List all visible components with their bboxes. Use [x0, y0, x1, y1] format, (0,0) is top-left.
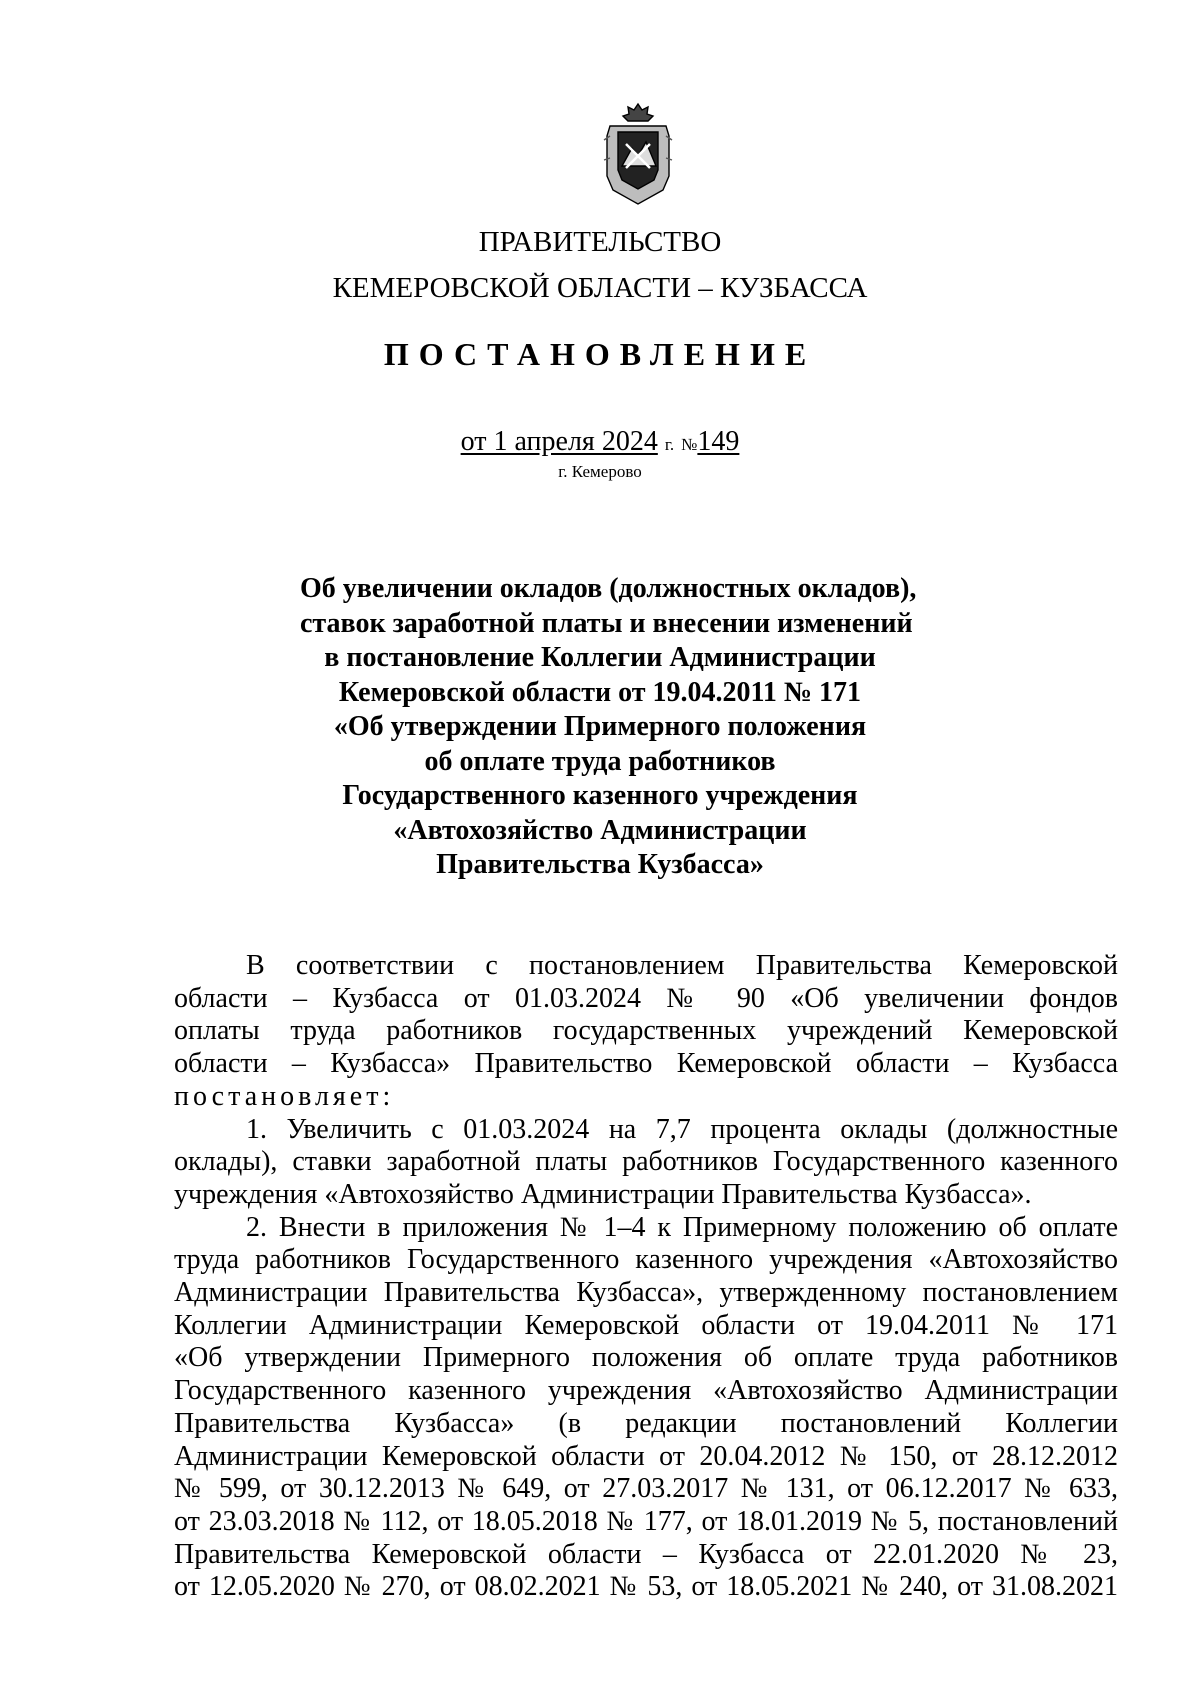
title-line: Государственного казенного учреждения [342, 780, 858, 811]
item2-line: Администрации Кемеровской области от 20.04.2012 № 150, от 28.12.2012 [174, 1440, 1118, 1472]
title-line: «Об утверждении Примерного положения [333, 711, 867, 742]
item2-line: 2. Внести в приложения № 1–4 к Примерному положению об оплате [246, 1211, 1118, 1243]
title-line: ставок заработной платы и внесении изменений [300, 607, 913, 639]
item2-line: труда работников Государственного казенного учреждения «Автохозяйство [174, 1244, 1118, 1276]
item2-line: Администрации Правительства Кузбасса», утвержденному постановлением [174, 1277, 1118, 1309]
city: г. Кемерово [558, 462, 642, 481]
item1-line: 1. Увеличить с 01.03.2024 на 7,7 процента оклады (должностные [246, 1113, 1118, 1145]
preamble-line: области – Кузбасса» Правительство Кемеровской области – Кузбасса [174, 1048, 1118, 1080]
item1-line: учреждения «Автохозяйство Администрации Правительства Кузбасса». [174, 1178, 1032, 1210]
item2-line: «Об утверждении Примерного положения об оплате труда работников [174, 1342, 1118, 1374]
title-line: в постановление Коллегии Администрации [324, 642, 876, 673]
title-line: Кемеровской области от 19.04.2011 № 171 [338, 676, 862, 708]
item2-line: Правительства Кемеровской области – Кузбасса от 22.01.2020 № 23, [174, 1538, 1118, 1570]
preamble-line: В соответствии с постановлением Правительства Кемеровской [246, 950, 1118, 981]
item2-line: № 599, от 30.12.2013 № 649, от 27.03.2017 № 131, от 06.12.2017 № 633, [174, 1473, 1118, 1505]
document-title [300, 572, 917, 883]
title-line: Правительства Кузбасса» [436, 849, 764, 880]
item2-line: Государственного казенного учреждения «Автохозяйство Администрации [174, 1375, 1118, 1407]
title-line: об оплате труда работников [424, 745, 776, 777]
item2-line: от 12.05.2020 № 270, от 08.02.2021 № 53, от 18.05.2021 № 240, от 31.08.2021 [174, 1571, 1118, 1603]
document-date: от 1 апреля 2024 [460, 426, 658, 457]
year-suffix: г. [664, 435, 675, 454]
number-sign: № [681, 435, 698, 454]
item2-line: Правительства Кузбасса» (в редакции постановлений Коллегии [174, 1407, 1118, 1439]
item2-line: Коллегии Администрации Кемеровской области от 19.04.2011 № 171 [174, 1309, 1118, 1341]
document-type: ПОСТАНОВЛЕНИЕ [383, 336, 817, 372]
coat-of-arms-icon [600, 100, 676, 208]
document-number: 149 [697, 426, 740, 457]
title-line: «Автохозяйство Администрации [393, 814, 807, 846]
preamble-line: области – Кузбасса от 01.03.2024 № 90 «Об увеличении фондов [174, 982, 1118, 1014]
date-number-line [0, 426, 1200, 458]
item2-line: от 23.03.2018 № 112, от 18.05.2018 № 177, от 18.01.2019 № 5, постановлений [174, 1505, 1118, 1537]
org-name-line1: ПРАВИТЕЛЬСТВО [478, 226, 722, 258]
org-name-line2: КЕМЕРОВСКОЙ ОБЛАСТИ – КУЗБАССА [332, 272, 868, 304]
document-body [174, 950, 1118, 1604]
preamble-line: оплаты труда работников государственных учреждений Кемеровской [174, 1015, 1118, 1047]
title-line: Об увеличении окладов (должностных окладов), [300, 573, 917, 604]
item1-line: оклады), ставки заработной платы работников Государственного казенного [174, 1146, 1118, 1178]
resolves-word: постановляет: [174, 1080, 395, 1112]
